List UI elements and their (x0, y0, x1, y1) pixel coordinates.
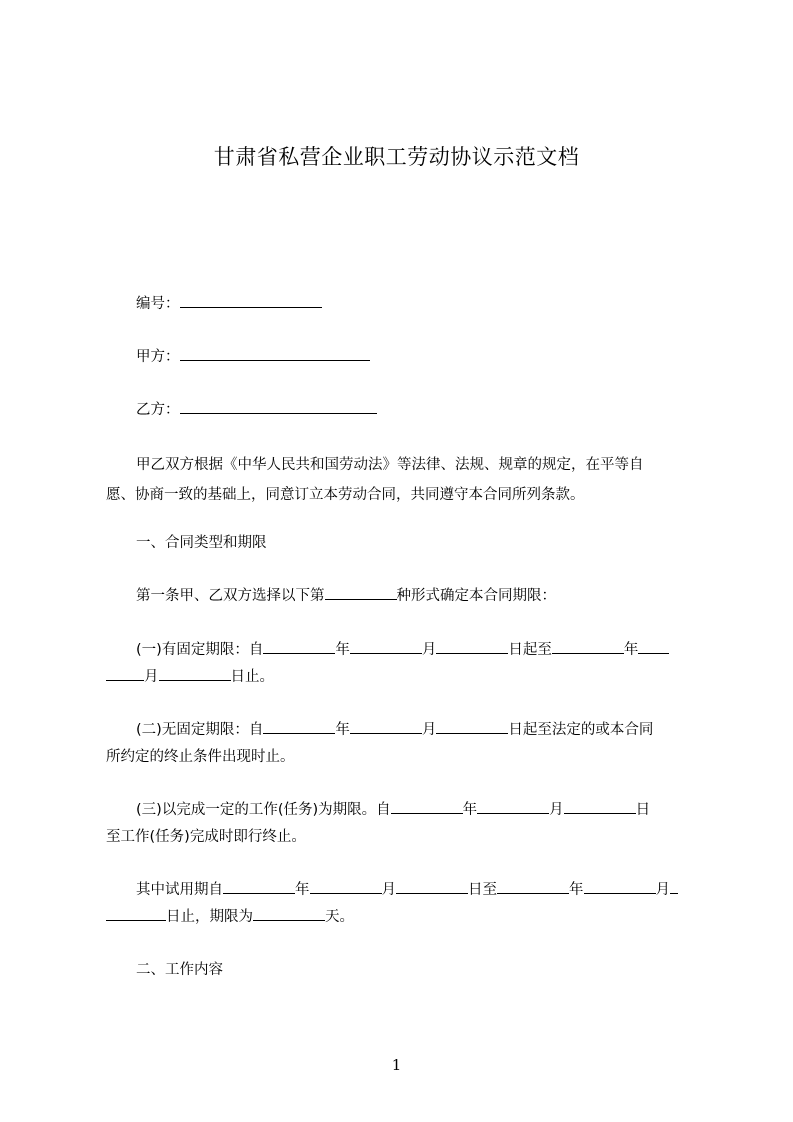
probation-start-day-blank[interactable] (396, 879, 468, 894)
option-1-end-year-blank[interactable] (552, 639, 624, 654)
option-1-prefix: (一)有固定期限：自 (136, 642, 264, 658)
probation-line-1 (136, 878, 736, 899)
party-a-field (136, 345, 736, 366)
document-title: 甘肃省私营企业职工劳动协议示范文档 (213, 145, 580, 169)
number-field (136, 292, 736, 313)
option-2-day-blank[interactable] (436, 719, 508, 734)
party-a-label: 甲方： (136, 349, 180, 365)
option-2-prefix: (二)无固定期限：自 (136, 722, 264, 738)
probation-days-label: 天。 (325, 909, 354, 925)
party-a-blank[interactable] (180, 346, 370, 361)
option-2-suffix: 日起至法定的或本合同 (508, 722, 654, 738)
option-1-from-to-label: 日起至 (508, 642, 552, 658)
option-3-year-label: 年 (462, 802, 478, 818)
probation-end-year-blank[interactable] (497, 879, 569, 894)
probation-to-label: 日至 (468, 882, 497, 898)
option-1-end-month-blank-a[interactable] (638, 639, 669, 654)
option-3-line-1 (136, 798, 736, 819)
article-1-pre: 第一条甲、乙双方选择以下第 (136, 588, 325, 604)
option-2-year-label: 年 (335, 722, 350, 738)
option-3-day-label: 日 (635, 802, 651, 818)
probation-start-month-blank[interactable] (310, 879, 382, 894)
option-3-month-label: 月 (549, 802, 564, 818)
option-1-line-1 (136, 638, 736, 659)
option-1-line-2 (106, 665, 706, 686)
option-1-month-label: 月 (421, 642, 437, 658)
option-1-start-year-blank[interactable] (263, 639, 335, 654)
option-3-line-2: 至工作(任务)完成时即行终止。 (106, 829, 306, 845)
option-1-start-month-blank[interactable] (350, 639, 422, 654)
probation-line-2 (106, 905, 706, 926)
probation-month-label: 月 (381, 882, 396, 898)
article-1-choice-blank[interactable] (325, 585, 397, 600)
article-1-post: 种形式确定本合同期限： (396, 588, 556, 604)
probation-end-day-blank-b[interactable] (106, 906, 166, 921)
option-1-year-label: 年 (335, 642, 350, 658)
number-blank[interactable] (180, 293, 322, 308)
option-1-end-month-label: 月 (144, 669, 159, 685)
probation-year-label: 年 (295, 882, 310, 898)
probation-end-month-blank[interactable] (584, 879, 656, 894)
party-b-label: 乙方： (136, 402, 180, 418)
number-label: 编号： (136, 296, 180, 312)
option-2-line-2: 所约定的终止条件出现时止。 (106, 749, 295, 765)
section-2-heading: 二、工作内容 (136, 962, 223, 978)
probation-end-year-label: 年 (569, 882, 584, 898)
probation-prefix: 其中试用期自 (136, 882, 223, 898)
option-3-month-blank[interactable] (477, 799, 549, 814)
party-b-blank[interactable] (180, 399, 377, 414)
option-1-end-month-blank-b[interactable] (106, 666, 144, 681)
option-2-year-blank[interactable] (263, 719, 335, 734)
intro-line-2: 愿、协商一致的基础上，同意订立本劳动合同，共同遵守本合同所列条款。 (106, 487, 585, 503)
option-2-month-blank[interactable] (350, 719, 422, 734)
option-1-end-day-blank[interactable] (159, 666, 231, 681)
option-3-prefix: (三)以完成一定的工作(任务)为期限。自 (136, 802, 391, 818)
intro-line-1: 甲乙双方根据《中华人民共和国劳动法》等法律、法规、规章的规定，在平等自 (136, 457, 644, 473)
probation-days-blank[interactable] (253, 906, 325, 921)
option-1-end-year-label: 年 (623, 642, 639, 658)
option-3-year-blank[interactable] (391, 799, 463, 814)
option-3-day-blank[interactable] (564, 799, 636, 814)
option-2-line-1 (136, 718, 736, 739)
option-1-start-day-blank[interactable] (436, 639, 508, 654)
party-b-field (136, 398, 736, 419)
section-1-heading: 一、合同类型和期限 (136, 535, 267, 551)
probation-end-label: 日止，期限为 (166, 909, 253, 925)
article-1 (136, 584, 736, 605)
probation-start-year-blank[interactable] (223, 879, 295, 894)
option-1-end-label: 日止。 (230, 669, 274, 685)
option-2-month-label: 月 (421, 722, 437, 738)
page-number: 1 (391, 1056, 402, 1074)
probation-end-day-blank-a[interactable] (670, 879, 678, 894)
probation-end-month-label: 月 (655, 882, 670, 898)
